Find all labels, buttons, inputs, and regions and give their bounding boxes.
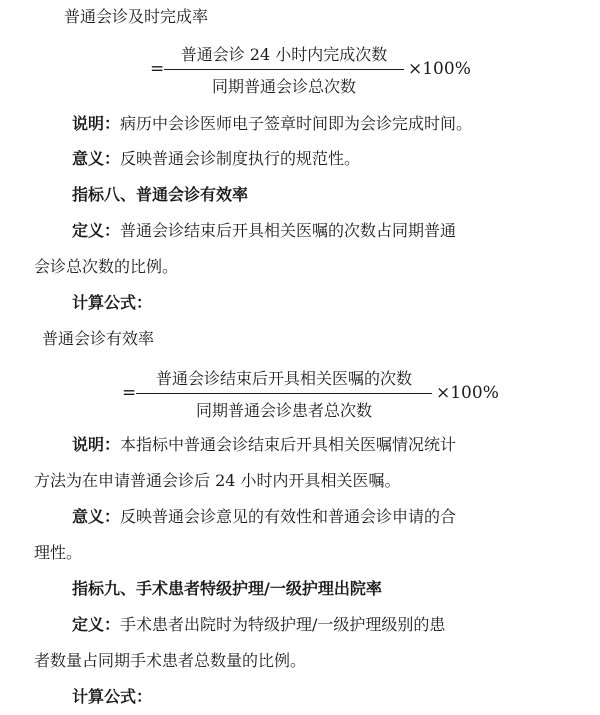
calc-heading-9: 计算公式： xyxy=(72,687,153,706)
definition-9-line2: 者数量占同期手术患者总数量的比例。 xyxy=(34,651,307,670)
definition-8-line2: 会诊总次数的比例。 xyxy=(34,257,179,276)
formula-2 xyxy=(122,366,502,422)
meaning-key: 意义： xyxy=(72,149,121,168)
meaning-8-line1 xyxy=(72,506,456,528)
note-key: 说明： xyxy=(72,114,121,133)
fraction-bar xyxy=(164,69,404,70)
definition-key: 定义： xyxy=(72,615,121,634)
formula-label: 普通会诊及时完成率 xyxy=(64,7,209,26)
meaning-8-line2: 理性。 xyxy=(34,543,83,562)
meaning-text: 反映普通会诊意见的有效性和普通会诊申请的合 xyxy=(120,507,457,526)
definition-9-line1 xyxy=(72,614,445,636)
calc-heading-8: 计算公式： xyxy=(72,293,153,312)
meaning-key: 意义： xyxy=(72,507,121,526)
meaning-text: 反映普通会诊制度执行的规范性。 xyxy=(120,149,361,168)
note-8-line1 xyxy=(72,434,456,456)
note-text: 本指标中普通会诊结束后开具相关医嘱情况统计 xyxy=(120,435,457,454)
equals-sign: = xyxy=(150,59,165,79)
denominator: 同期普通会诊总次数 xyxy=(211,77,356,96)
formula-label: 普通会诊有效率 xyxy=(42,329,155,348)
numerator: 普通会诊 24 小时内完成次数 xyxy=(180,45,388,64)
note-8-line2: 方法为在申请普通会诊后 24 小时内开具相关医嘱。 xyxy=(34,471,401,490)
note-text: 病历中会诊医师电子签章时间即为会诊完成时间。 xyxy=(120,114,473,133)
fraction-bar xyxy=(136,393,432,394)
times-percent: ×100% xyxy=(436,383,499,403)
formula-1 xyxy=(150,42,480,98)
section-heading-8: 指标八、普通会诊有效率 xyxy=(72,185,249,204)
definition-key: 定义： xyxy=(72,221,121,240)
paragraph-note xyxy=(72,113,472,135)
numerator: 普通会诊结束后开具相关医嘱的次数 xyxy=(155,369,412,388)
definition-text: 普通会诊结束后开具相关医嘱的次数占同期普通 xyxy=(120,221,457,240)
equals-sign: = xyxy=(122,383,137,403)
definition-8-line1 xyxy=(72,220,456,242)
definition-text: 手术患者出院时为特级护理/一级护理级别的患 xyxy=(120,615,446,634)
note-key: 说明： xyxy=(72,435,121,454)
paragraph-meaning xyxy=(72,148,360,170)
times-percent: ×100% xyxy=(408,59,471,79)
denominator: 同期普通会诊患者总次数 xyxy=(195,401,372,420)
section-heading-9: 指标九、手术患者特级护理/一级护理出院率 xyxy=(72,579,382,598)
